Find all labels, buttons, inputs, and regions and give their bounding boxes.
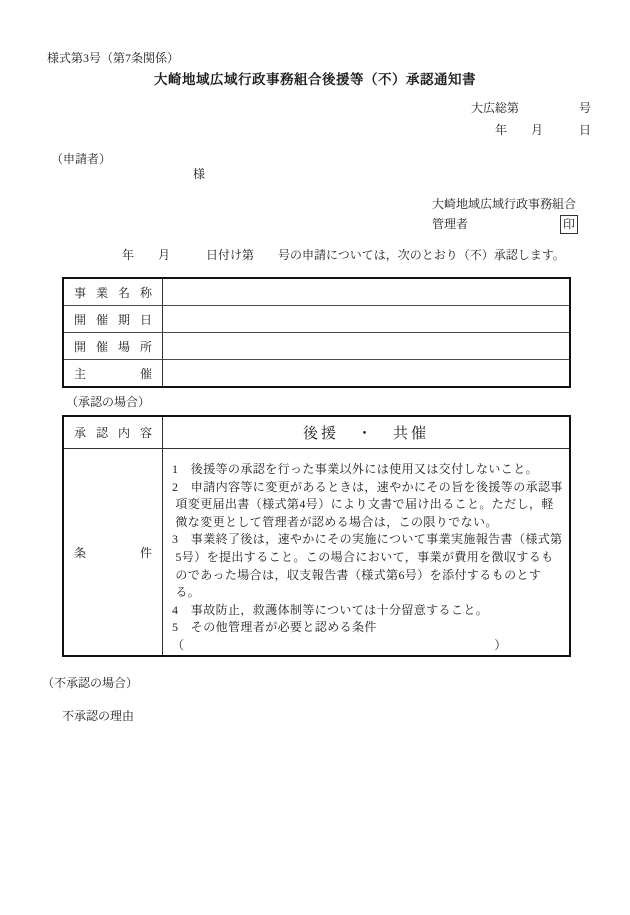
doc-number-line: 大広総第 号 xyxy=(470,101,591,115)
disapproval-reason-label: 不承認の理由 xyxy=(62,709,135,723)
condition-line: 5号）を提出すること。この場合において，事業が費用を徴収するも xyxy=(172,549,554,564)
row-label-cell xyxy=(64,333,163,359)
seal-mark: 印 xyxy=(560,215,578,234)
honorific-sama: 様 xyxy=(193,167,206,181)
event-date-label: 開催期日 xyxy=(74,312,152,327)
condition-line: る。 xyxy=(172,585,201,600)
row-label-cell xyxy=(64,279,163,305)
conditions-row xyxy=(64,449,569,655)
document-number-block xyxy=(471,97,591,141)
event-place-label: 開催場所 xyxy=(74,339,152,354)
conditions-text xyxy=(163,449,569,655)
table-row xyxy=(64,360,569,386)
issuer-org: 大崎地域広域行政事務組合 xyxy=(432,197,577,211)
condition-line: 5 その他管理者が必要と認める条件 xyxy=(172,620,377,635)
event-date-value xyxy=(163,306,569,332)
applicant-label: （申請者） xyxy=(51,152,112,166)
issuer-block xyxy=(432,195,578,234)
table-row xyxy=(64,306,569,333)
condition-line: （ ） xyxy=(172,637,507,652)
table-row xyxy=(64,279,569,306)
condition-line: 4 事故防止，救護体制等については十分留意すること。 xyxy=(172,602,489,617)
table-row xyxy=(64,333,569,360)
condition-line: のであった場合は，収支報告書（様式第6号）を添付するものとす xyxy=(172,567,542,582)
approval-table xyxy=(62,415,571,657)
row-label-cell xyxy=(64,360,163,386)
approval-header-row xyxy=(64,417,569,449)
disapproval-case-caption: （不承認の場合） xyxy=(42,676,139,690)
conditions-label: 条件 xyxy=(74,545,152,560)
organizer-label: 主催 xyxy=(74,366,152,381)
approval-sentence: 年 月 日付け第 号の申請については，次のとおり（不）承認します。 xyxy=(122,248,565,262)
event-info-table xyxy=(62,277,571,388)
condition-line: 3 事業終了後は，速やかにその実施について事業実施報告書（様式第 xyxy=(172,532,563,547)
condition-line: 微な変更として管理者が認める場合は，この限りでない。 xyxy=(172,514,498,529)
issuer-role: 管理者 xyxy=(432,216,469,231)
date-line: 年 月 日 xyxy=(494,123,591,137)
condition-line: 2 申請内容等に変更があるときは，速やかにその旨を後援等の承認事 xyxy=(172,479,563,494)
event-name-label: 事業名称 xyxy=(74,285,152,300)
row-label-cell xyxy=(64,449,163,655)
organizer-value xyxy=(163,360,569,386)
row-label-cell xyxy=(64,417,163,448)
form-number: 様式第3号（第7条関係） xyxy=(47,51,180,65)
document-title: 大崎地域広域行政事務組合後援等（不）承認通知書 xyxy=(154,72,476,87)
issuer-role-line xyxy=(432,215,578,235)
event-place-value xyxy=(163,333,569,359)
approval-content-value: 後援 ・ 共催 xyxy=(302,426,429,442)
approval-content-label: 承認内容 xyxy=(74,426,152,440)
event-name-value xyxy=(163,279,569,305)
condition-line: 1 後援等の承認を行った事業以外には使用又は交付しないこと。 xyxy=(172,462,539,476)
condition-line: 項変更届出書（様式第4号）により文書で届け出ること。ただし，軽 xyxy=(172,497,554,512)
approval-case-caption: （承認の場合） xyxy=(66,395,151,409)
row-label-cell xyxy=(64,306,163,332)
